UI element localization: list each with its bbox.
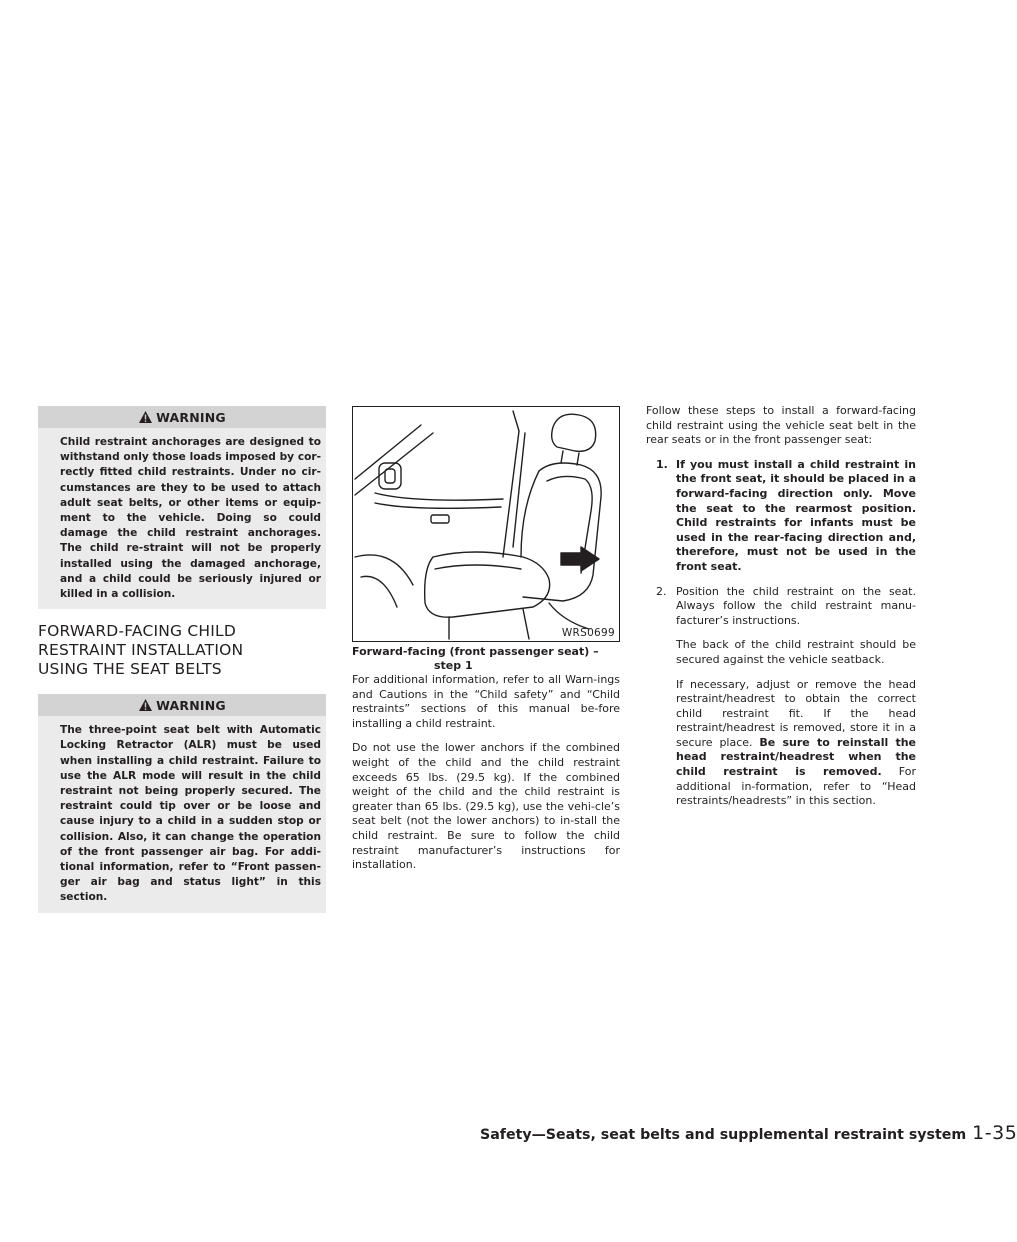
- step-number: 1.: [656, 457, 668, 471]
- headrest-reference-text: For additional in-formation, refer to “Head restraints/headrests” in this section.: [676, 765, 916, 808]
- page-number: 1-35: [972, 1122, 1017, 1144]
- step-text-seatback: The back of the child restraint should be secured against the vehicle seatback.: [676, 638, 916, 666]
- warning-triangle-icon: [138, 698, 153, 712]
- warning-text: The three-point seat belt with Automatic Locking Retractor (ALR) must be used when installing a child restraint. Failure to use the ALR mode will result in the child restraint not being properly secured. The restraint could tip over or be loose and cause injury to a child in a sudden stop or collision. Also, it can change the operation of the front passenger air bag. For addi-tional information, refer to “Front passen-ger air bag and status light” in this section.: [38, 716, 326, 912]
- footer-title: Safety—Seats, seat belts and supplemental restraint system: [480, 1127, 967, 1143]
- caption-line1: Forward-facing (front passenger seat) –: [352, 645, 599, 658]
- step-text: Position the child restraint on the seat. Always follow the child restraint manu-facturer’s instructions.: [676, 584, 916, 627]
- warning-heading: WARNING: [156, 409, 226, 425]
- steps-intro: Follow these steps to install a forward-facing child restraint using the vehicle seat belt in the rear seats or in the front passenger seat:: [646, 404, 916, 447]
- page-footer: [480, 1122, 1017, 1144]
- step-text-headrest: [676, 678, 916, 809]
- headrest-bold-text: Be sure to reinstall the head restraint/headrest when the child restraint is removed.: [676, 735, 916, 779]
- step-number: 2.: [656, 584, 667, 598]
- forward-facing-seat-illustration-icon: [353, 407, 621, 643]
- middle-column: [352, 406, 620, 883]
- step-text: If you must install a child restraint in the front seat, it should be placed in a forward-facing direction only. Move the seat to the rearmost position. Child restraints for infants must be used in the rear-facing direction and, therefore, must not be used in the front seat.: [676, 457, 916, 573]
- paragraph-lower-anchors: Do not use the lower anchors if the combined weight of the child and the child restraint exceeds 65 lbs. (29.5 kg). If the combined weight of the child and the child restraint is greater than 65 lbs. (29.5 kg), use the vehi-cle’s seat belt (not the lower anchors) to in-stall the child restraint. Be sure to follow the child restraint manufacturer’s instructions for installation.: [352, 741, 620, 872]
- section-title-line3: USING THE SEAT BELTS: [38, 660, 222, 679]
- seat-illustration-figure: [352, 406, 620, 642]
- left-column: [38, 406, 326, 913]
- caption-line2: step 1: [434, 659, 473, 672]
- figure-caption: [352, 645, 620, 673]
- section-title-line2: RESTRAINT INSTALLATION: [38, 641, 244, 660]
- warning-triangle-icon: [138, 410, 153, 424]
- steps-list: [646, 458, 916, 809]
- right-column: [646, 404, 916, 819]
- step-1: [646, 458, 916, 575]
- figure-code: WRS0699: [561, 627, 615, 639]
- warning-box-alr: [38, 694, 326, 912]
- warning-text: Child restraint anchorages are designed to withstand only those loads imposed by cor-rectly fitted child restraints. Under no cir-cumstances are they to be used to attach adult seat belts, or other items or equip-ment to the vehicle. Doing so could damage the child restraint anchorages. The child re-straint will not be properly installed using the damaged anchorage, and a child could be seriously injured or killed in a collision.: [38, 428, 326, 609]
- warning-heading: WARNING: [156, 697, 226, 713]
- warning-header: [38, 694, 326, 716]
- warning-header: [38, 406, 326, 428]
- headrest-text: If necessary, adjust or remove the head restraint/headrest to obtain the correct child restraint fit. If the head restraint/headrest is removed, store it in a secure place.: [676, 677, 916, 749]
- section-title: [38, 622, 326, 679]
- section-title-line1: FORWARD-FACING CHILD: [38, 622, 237, 641]
- paragraph-warnings-reference: For additional information, refer to all Warn-ings and Cautions in the “Child safety” and “Child restraints” sections of this manual be-fore installing a child restraint.: [352, 673, 620, 730]
- step-2: [646, 585, 916, 809]
- warning-box-anchorages: [38, 406, 326, 609]
